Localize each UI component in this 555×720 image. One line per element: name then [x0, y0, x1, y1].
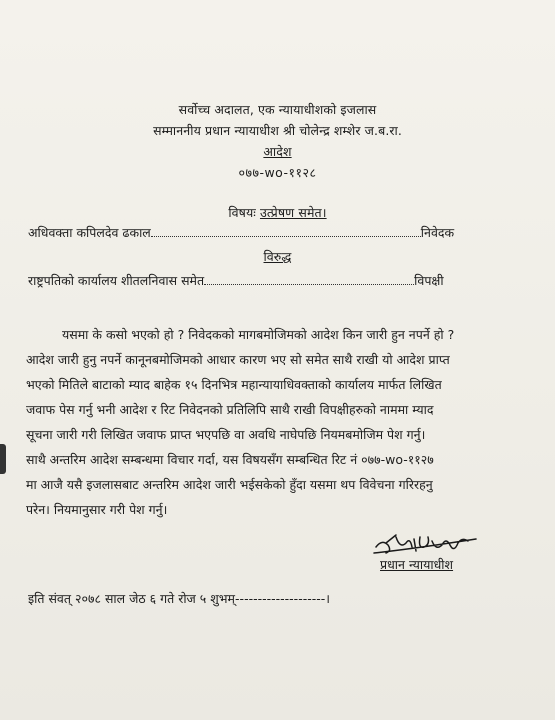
body-line: सूचना जारी गरी लिखित जवाफ प्राप्त भएपछि वा अवधि नाघेपछि नियमबमोजिम पेश गर्नु।	[26, 427, 426, 442]
petitioner-row	[28, 224, 480, 241]
versus-label: विरुद्ध	[263, 249, 292, 264]
subject-text: उत्प्रेषण समेत।	[259, 205, 327, 220]
bench-name: सम्माननीय प्रधान न्यायाधीश श्री चोलेन्द्र शम्शेर ज.ब.रा.	[153, 123, 402, 138]
body-line: साथै अन्तरिम आदेश सम्बन्धमा विचार गर्दा, यस विषयसँग सम्बन्धित रिट नं ०७७-wo-११२७	[26, 452, 434, 467]
subject-prefix: विषयः	[228, 205, 256, 220]
document-title: आदेश	[263, 144, 292, 159]
respondent-role: विपक्षी	[414, 273, 444, 288]
case-number: ०७७-wo-११२८	[238, 165, 317, 180]
body-line: आदेश जारी हुनु नपर्ने कानूनबमोजिमको आधार कारण भए सो समेत साथै राखी यो आदेश प्राप्त	[26, 352, 450, 367]
body-line: परेन। नियमानुसार गरी पेश गर्नु।	[26, 502, 168, 517]
body-line: भएको मितिले बाटाको म्याद बाहेक १५ दिनभित्र महान्यायाधिवक्ताको कार्यालय मार्फत लिखित	[26, 377, 442, 392]
dotted-leader	[151, 226, 421, 237]
respondent-name: राष्ट्रपतिको कार्यालय शीतलनिवास समेत	[28, 273, 205, 288]
dotted-leader	[204, 274, 414, 285]
date-dashes: --------------------।	[235, 591, 330, 606]
petitioner-name: अधिवक्ता कपिलदेव ढकाल	[28, 225, 151, 240]
signatory-title: प्रधान न्यायाधीश	[380, 557, 454, 572]
body-line: जवाफ पेस गर्नु भनी आदेश र रिट निवेदनको प्रतिलिपि साथै राखी विपक्षीहरुको नाममा म्याद	[26, 402, 434, 417]
petitioner-role: निवेदक	[420, 225, 455, 240]
body-line: यसमा के कसो भएको हो ? निवेदकको मागबमोजिमको आदेश किन जारी हुन नपर्ने हो ?	[62, 327, 455, 342]
date-text: इति संवत् २०७८ साल जेठ ६ गते रोज ५ शुभम्	[28, 591, 236, 606]
footer-date-line	[28, 590, 330, 607]
court-name: सर्वोच्च अदालत, एक न्यायाधीशको इजलास	[178, 102, 377, 117]
margin-mark	[0, 444, 6, 474]
body-line: मा आजै यसै इजलासबाट अन्तरिम आदेश जारी भईसकेको हुँदा यसमा थप विवेचना गरिरहनु	[26, 477, 433, 492]
subject-line	[0, 204, 555, 221]
respondent-row	[28, 272, 474, 289]
